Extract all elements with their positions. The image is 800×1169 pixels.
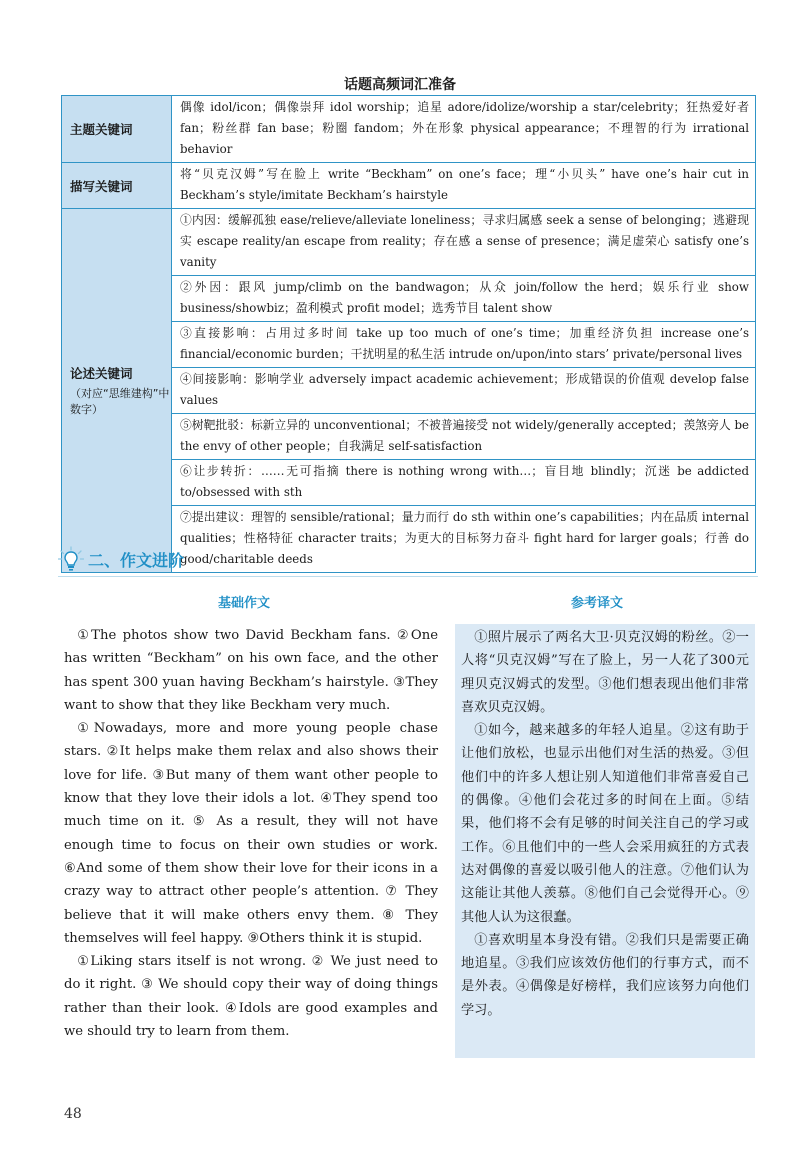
translation-body [455, 624, 755, 1058]
banner-title: 二、作文进阶 [88, 551, 185, 570]
basic-essay-body [64, 624, 438, 1043]
category-cell [62, 209, 172, 573]
content-cell: ③直接影响：占用过多时间 take up too much of one’s time；加重经济负担 increase one’s financial/economic burden；干扰明星的私生活 intrude on/upon/into stars’ private/personal lives [172, 322, 756, 368]
essay-paragraph: ①Liking stars itself is not wrong. ② We just need to do it right. ③ We should copy their way of doing things rather than their look. ④Idols are good examples and we should try to learn from them. [64, 954, 438, 1040]
translation-paragraph: ①喜欢明星本身没有错。②我们只是需要正确地追星。③我们应该效仿他们的行事方式，而不是外表。④偶像是好榜样，我们应该努力向他们学习。 [461, 932, 749, 1018]
content-cell: ⑤树靶批驳：标新立异的 unconventional；不被普遍接受 not widely/generally accepted；羡煞旁人 be the envy of other people；自我满足 self-satisfaction [172, 414, 756, 460]
content-cell: ②外因：跟风 jump/climb on the bandwagon；从众 join/follow the herd；娱乐行业 show business/showbiz；盈利模式 profit model；选秀节目 talent show [172, 276, 756, 322]
translation-heading: 参考译文 [571, 596, 624, 611]
essay-paragraph: ①The photos show two David Beckham fans. ②One has written “Beckham” on his own face, and the other has spent 300 yuan having Beckham’s hairstyle. ③They want to show that they like Beckham very much. [64, 628, 438, 713]
category-note: （对应“思维建构”中数字） [70, 386, 170, 416]
section-banner [58, 542, 758, 577]
category-label: 论述关键词 [70, 365, 133, 381]
content-cell: 偶像 idol/icon；偶像崇拜 idol worship；追星 adore/idolize/worship a star/celebrity；狂热爱好者 fan；粉丝群 fan base；粉圈 fandom；外在形象 physical appearance；不理智的行为 irrational behavior [172, 96, 756, 163]
basic-essay-heading: 基础作文 [218, 596, 271, 611]
lightbulb-icon [58, 546, 84, 572]
translation-paragraph: ①照片展示了两名大卫·贝克汉姆的粉丝。②一人将“贝克汉姆”写在了脸上，另一人花了300元理贝克汉姆式的发型。③他们想表现出他们非常喜欢贝克汉姆。 [461, 630, 749, 715]
table-row [62, 96, 756, 163]
translation-paragraph: ①如今，越来越多的年轻人追星。②这有助于让他们放松，也显示出他们对生活的热爱。③但他们中的许多人想让别人知道他们非常喜爱自己的偶像。④他们会花过多的时间在上面。⑤结果，他们将不会有足够的时间关注自己的学习或工作。⑥且他们中的一些人会采用疯狂的方式表达对偶像的喜爱以吸引他人的注意。⑦他们认为这能让其他人羡慕。⑧他们自己会觉得开心。⑨其他人认为这很蠢。 [461, 723, 749, 925]
content-cell: ⑦提出建议：理智的 sensible/rational；量力而行 do sth within one’s capabilities；内在品质 internal qualities；性格特征 character traits；为更大的目标努力奋斗 fight hard for larger goals；行善 do good/charitable deeds [172, 506, 756, 573]
content-cell: ①内因：缓解孤独 ease/relieve/alleviate loneliness；寻求归属感 seek a sense of belonging；逃避现实 escape reality/an escape from reality；存在感 a sense of presence；满足虚荣心 satisfy one’s vanity [172, 209, 756, 276]
page-number: 48 [64, 1106, 82, 1122]
category-cell: 主题关键词 [62, 96, 172, 163]
table-row [62, 209, 756, 276]
content-cell: ④间接影响：影响学业 adversely impact academic achievement；形成错误的价值观 develop false values [172, 368, 756, 414]
section-title: 话题高频词汇准备 [344, 77, 456, 93]
content-cell: 将“贝克汉姆”写在脸上 write “Beckham” on one’s face；理“小贝头” have one’s hair cut in Beckham’s style/imitate Beckham’s hairstyle [172, 163, 756, 209]
table-row [62, 163, 756, 209]
category-cell: 描写关键词 [62, 163, 172, 209]
vocabulary-table [61, 95, 756, 573]
essay-paragraph: ①Nowadays, more and more young people chase stars. ②It helps make them relax and also shows their love for life. ③But many of them want other people to know that they love their idols a lot. ④They spend too much time on it. ⑤ As a result, they will not have enough time to focus on their own studies or work. ⑥And some of them show their love for their icons in a crazy way to attract other people’s attention. ⑦ They believe that it will make others envy them. ⑧ They themselves will feel happy. ⑨Others think it is stupid. [64, 721, 438, 946]
content-cell: ⑥让步转折：……无可指摘 there is nothing wrong with…；盲目地 blindly；沉迷 be addicted to/obsessed with sth [172, 460, 756, 506]
